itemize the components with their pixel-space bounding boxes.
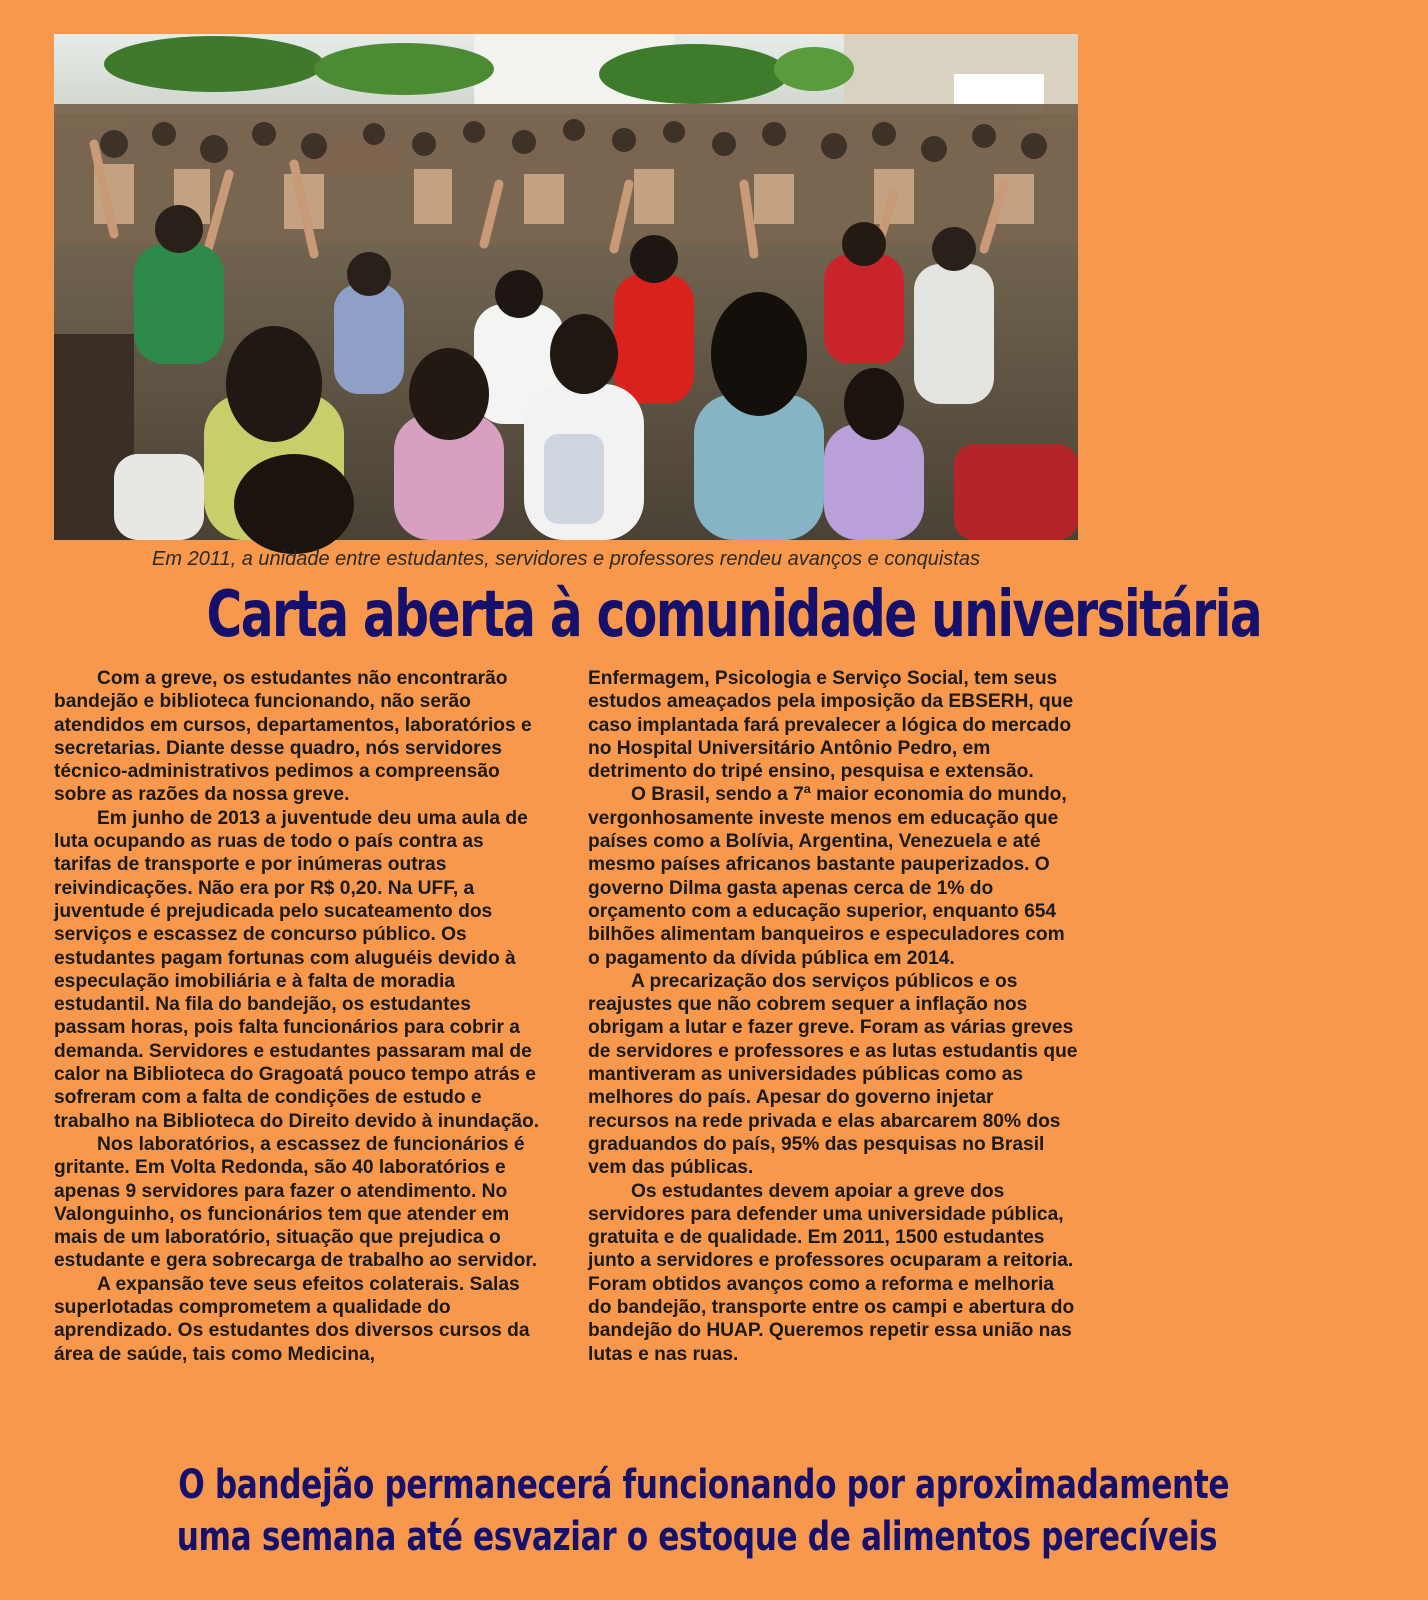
paragraph: Nos laboratórios, a escassez de funcionários é gritante. Em Volta Redonda, são 40 laboratórios e apenas 9 servidores para fazer o atendimento. No Valonguinho, os funcionários tem que atender em mais de um laboratório, situação que prejudica o estudante e gera sobrecarga de trabalho ao servidor. bbox=[54, 1133, 538, 1272]
article-column-left bbox=[54, 667, 544, 1366]
crowd-photo bbox=[54, 34, 1078, 540]
paragraph: Os estudantes devem apoiar a greve dos servidores para defender uma universidade pública, gratuita e de qualidade. Em 2011, 1500 estudantes junto a servidores e professores ocuparam a reitoria. Foram obtidos avanços como a reforma e melhoria do bandejão, transporte entre os campi e abertura do bandejão do HUAP. Queremos repetir essa união nas lutas e nas ruas. bbox=[588, 1180, 1075, 1365]
paragraph-continued: Enfermagem, Psicologia e Serviço Social, tem seus estudos ameaçados pela imposição da EBSERH, que caso implantada fará prevalecer a lógica do mercado no Hospital Universitário Antônio Pedro, em detrimento do tripé ensino, pesquisa e extensão. bbox=[588, 668, 1074, 783]
paragraph: A precarização dos serviços públicos e os reajustes que não cobrem sequer a inflação nos obrigam a lutar e fazer greve. Foram as várias greves de servidores e professores e as lutas estudantis que mantiveram as universidades públicas como as melhores do país. Apesar do governo injetar recursos na rede privada e elas abarcarem 80% dos graduandos do país, 95% das pesquisas no Brasil vem das públicas. bbox=[588, 970, 1078, 1179]
paragraph: O Brasil, sendo a 7ª maior economia do mundo, vergonhosamente investe menos em educação que países como a Bolívia, Argentina, Venezuela e até mesmo países africanos bastante pauperizados. O governo Dilma gasta apenas cerca de 1% do orçamento com a educação superior, enquanto 654 bilhões alimentam banqueiros e especuladores com o pagamento da dívida pública em 2014. bbox=[588, 784, 1067, 969]
paragraph: A expansão teve seus efeitos colaterais. Salas superlotadas comprometem a qualidade do aprendizado. Os estudantes dos diversos cursos da área de saúde, tais como Medicina, bbox=[54, 1273, 530, 1365]
headline-text: Carta aberta à comunidade universitária bbox=[206, 578, 1262, 652]
footer-notice-line-2 bbox=[30, 1514, 1218, 1560]
photo-caption: Em 2011, a unidade entre estudantes, servidores e professores rendeu avanços e conquistas bbox=[152, 548, 980, 570]
paragraph: Em junho de 2013 a juventude deu uma aula de luta ocupando as ruas de todo o país contra as tarifas de transporte e por inúmeras outras reivindicações. Não era por R$ 0,20. Na UFF, a juventude é prejudicada pelo sucateamento dos serviços e escassez de concurso público. Os estudantes pagam fortunas com aluguéis devido à especulação imobiliária e à falta de moradia estudantil. Na fila do bandejão, os estudantes passam horas, pois falta funcionários para cobrir a demanda. Servidores e estudantes passaram mal de calor na Biblioteca do Gragoatá pouco tempo atrás e sofreram com a falta de condições de estudo e trabalho na Biblioteca do Direito devido à inundação. bbox=[54, 807, 540, 1132]
headline bbox=[40, 578, 1262, 652]
footer-notice-text: O bandejão permanecerá funcionando por aproximadamente bbox=[178, 1462, 1230, 1508]
footer-notice-text: uma semana até esvaziar o estoque de alimentos perecíveis bbox=[176, 1514, 1218, 1560]
article-column-right bbox=[588, 667, 1078, 1366]
paragraph: Com a greve, os estudantes não encontrarão bandejão e biblioteca funcionando, não serão atendidos em cursos, departamentos, laboratórios e secretarias. Diante desse quadro, nós servidores técnico-administrativos pedimos a compreensão sobre as razões da nossa greve. bbox=[54, 668, 532, 806]
footer-notice-line-1 bbox=[30, 1462, 1230, 1508]
article-body bbox=[54, 667, 1078, 1447]
crowd-photo-illustration bbox=[54, 34, 1078, 540]
